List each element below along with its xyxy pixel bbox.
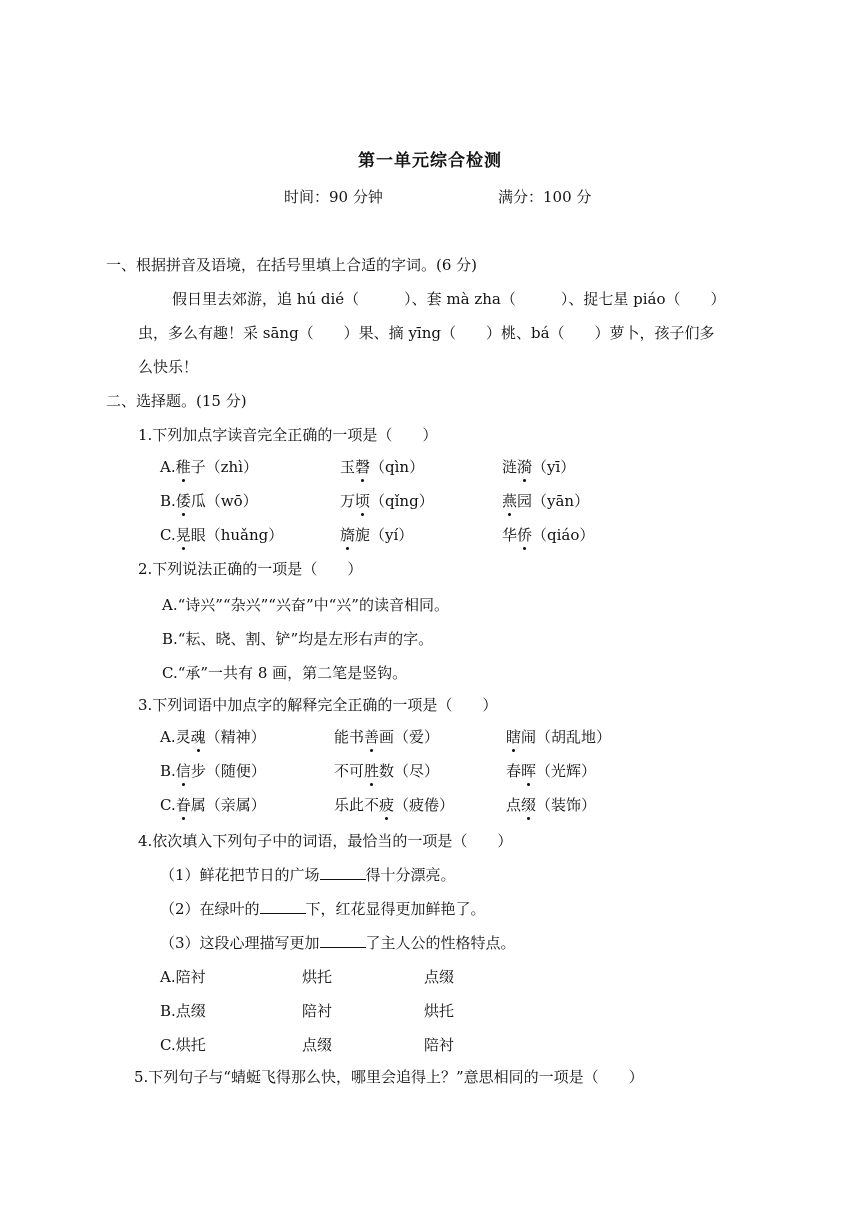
option-text-post: （qiáo） [532,526,595,544]
option-text-post: 数（尽） [379,762,440,780]
q1-option-3-1 [160,524,283,545]
q4-option-1-1: A.陪衬 [160,968,206,986]
section2-heading: 二、选择题。(15 分) [106,392,247,410]
dotted-character: 瞎 [506,728,522,746]
q4-sentence-1 [160,864,456,885]
q3-option-1-2 [334,726,439,747]
q4-stem: 4.依次填入下列句子中的词语，最恰当的一项是（ ） [138,832,513,850]
q4-sentence-3-pre: （3）这段心理描写更加 [160,934,320,952]
q3-option-2-3 [506,760,596,781]
option-text-post: 画（爱） [379,728,440,746]
option-text-pre: 乐此不 [334,796,380,814]
section1-line2: 虫，多么有趣！采 sāng（ ）果、摘 yīng（ ）桃、bá（ ）萝卜，孩子们多 [138,324,715,342]
dotted-character: 信 [175,762,191,780]
q4-sentence-2-pre: （2）在绿叶的 [160,900,260,918]
q4-blank-3 [320,933,366,948]
option-text-post: 园（yān） [517,492,590,510]
q3-option-2-1 [160,760,266,781]
q1-option-1-1 [160,456,258,477]
dotted-character: 旖 [340,526,356,544]
q3-option-3-3 [506,794,596,815]
dotted-character: 善 [364,728,380,746]
q3-option-1-3 [506,726,611,747]
option-text-post: （装饰） [536,796,597,814]
q4-option-1-2: 烘托 [302,968,333,986]
option-text-post: （精神） [205,728,266,746]
q1-option-1-3 [502,456,575,477]
q1-option-3-2 [340,524,413,545]
q4-option-2-2: 陪衬 [302,1002,333,1020]
q4-option-2-1: B.点缀 [160,1002,206,1020]
q3-option-3-2 [334,794,454,815]
dotted-character: 倭 [175,492,191,510]
q3-option-3-1 [160,794,266,815]
option-text-post: 旎（yí） [355,526,414,544]
dotted-character: 晖 [521,762,537,780]
q2-option-b: B.“耘、晓、割、铲”均是左形右声的字。 [162,630,434,648]
q4-sentence-3-post: 了主人公的性格特点。 [365,934,516,952]
option-text-pre: 华 [502,526,518,544]
q4-blank-2 [260,899,306,914]
option-text-pre: A.灵 [160,728,191,746]
option-text-post: （qǐng） [370,492,434,510]
page-title: 第一单元综合检测 [358,151,502,171]
option-text-pre: 春 [506,762,522,780]
option-text-pre: A. [160,458,176,476]
q4-option-3-2: 点缀 [302,1036,333,1054]
q4-blank-1 [320,865,366,880]
q4-option-3-3: 陪衬 [424,1036,455,1054]
dotted-character: 眷 [175,796,191,814]
option-text-post: 属（亲属） [190,796,266,814]
q3-stem: 3.下列词语中加点字的解释完全正确的一项是（ ） [138,696,498,714]
option-text-pre: 点 [506,796,522,814]
option-text-post: 闹（胡乱地） [521,728,612,746]
option-text-pre: B. [160,492,176,510]
section1-heading: 一、根据拼音及语境，在括号里填上合适的字词。(6 分) [106,256,478,274]
dotted-character: 魂 [190,728,206,746]
q1-option-1-2 [340,456,424,477]
option-text-post: 眼（huǎng） [190,526,284,544]
q4-option-1-3: 点缀 [424,968,455,986]
q1-option-3-3 [502,524,594,545]
option-text-pre: C. [160,796,176,814]
option-text-pre: 万 [340,492,356,510]
q4-option-2-3: 烘托 [424,1002,455,1020]
q1-option-2-2 [340,490,434,511]
dotted-character: 胜 [364,762,380,780]
option-text-pre: C. [160,526,176,544]
q1-option-2-3 [502,490,589,511]
section1-line1: 假日里去郊游，追 hú dié（ ）、套 mà zha（ ）、捉七星 piáo（ ） [172,290,726,308]
dotted-character: 燕 [502,492,518,510]
q2-stem: 2.下列说法正确的一项是（ ） [138,560,363,578]
dotted-character: 顷 [355,492,371,510]
option-text-post: （光辉） [536,762,597,780]
dotted-character: 稚 [175,458,191,476]
option-text-post: 步（随便） [190,762,266,780]
option-text-post: （qìn） [370,458,425,476]
dotted-character: 晃 [175,526,191,544]
q4-sentence-2-post: 下，红花显得更加鲜艳了。 [305,900,486,918]
section1-line3: 么快乐！ [138,358,199,376]
option-text-post: 子（zhì） [190,458,258,476]
option-text-post: 瓜（wō） [190,492,258,510]
q3-option-2-2 [334,760,439,781]
q4-sentence-1-pre: （1）鲜花把节日的广场 [160,866,320,884]
option-text-post: （yī） [532,458,576,476]
q5-stem: 5.下列句子与“蜻蜓飞得那么快，哪里会追得上？”意思相同的一项是（ ） [134,1068,644,1086]
dotted-character: 疲 [379,796,395,814]
dotted-character: 侨 [517,526,533,544]
q2-option-a: A.“诗兴”“杂兴”“兴奋”中“兴”的读音相同。 [162,596,449,614]
q1-stem: 1.下列加点字读音完全正确的一项是（ ） [138,426,438,444]
option-text-pre: 不可 [334,762,365,780]
dotted-character: 缀 [521,796,537,814]
q4-sentence-1-post: 得十分漂亮。 [365,866,456,884]
option-text-pre: B. [160,762,176,780]
q3-option-1-1 [160,726,266,747]
option-text-pre: 玉 [340,458,356,476]
time-limit: 时间：90 分钟 [284,188,383,206]
q4-sentence-2 [160,898,486,919]
q4-option-3-1: C.烘托 [160,1036,206,1054]
option-text-pre: 能书 [334,728,365,746]
q2-option-c: C.“承”一共有 8 画，第二笔是竖钩。 [162,664,408,682]
option-text-post: （疲倦） [394,796,455,814]
dotted-character: 漪 [517,458,533,476]
full-score: 满分：100 分 [498,188,592,206]
q4-sentence-3 [160,932,516,953]
option-text-pre: 涟 [502,458,518,476]
dotted-character: 磬 [355,458,371,476]
q1-option-2-1 [160,490,258,511]
